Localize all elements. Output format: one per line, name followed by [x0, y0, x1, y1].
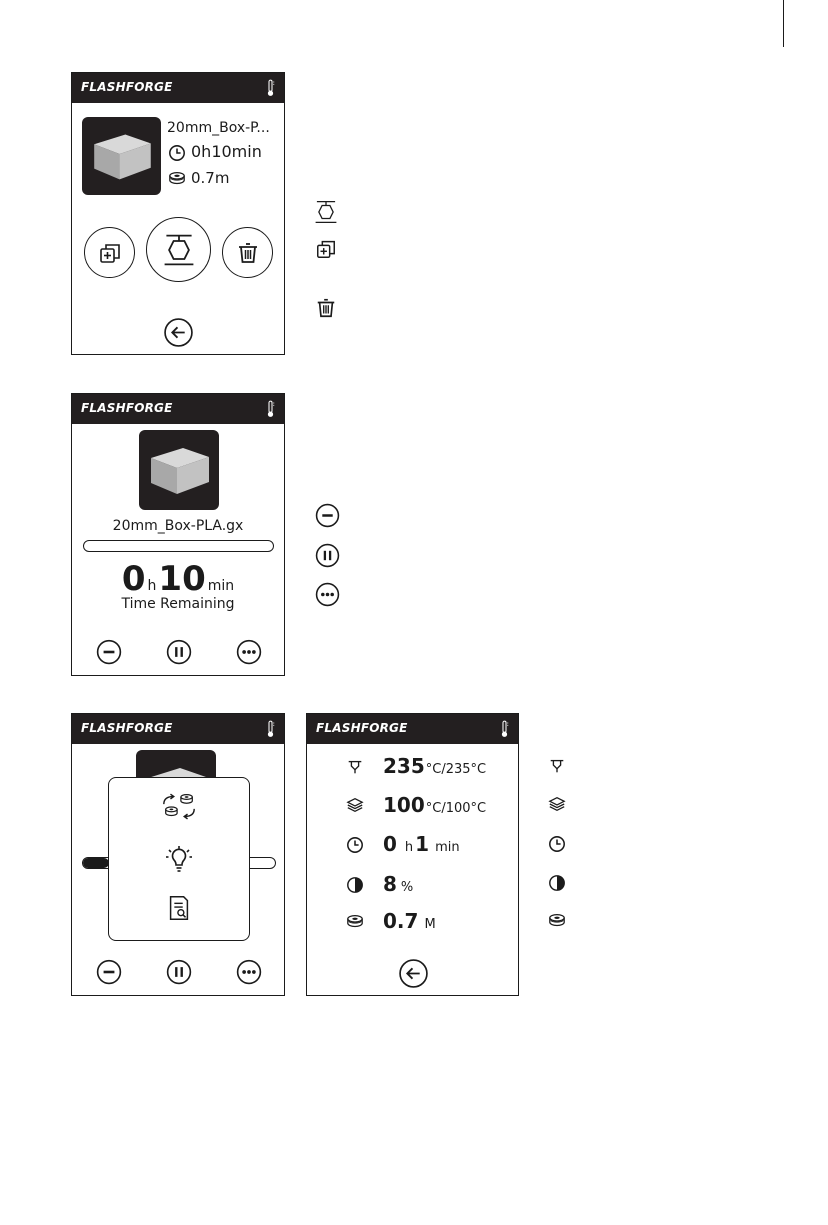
status-bar	[72, 394, 284, 424]
print-nozzle-icon	[161, 232, 197, 268]
filament-used	[383, 909, 436, 933]
print-status-screen	[306, 713, 519, 996]
nozzle-temp-unit: °C/235°C	[425, 762, 487, 777]
hours-unit: h	[147, 578, 157, 594]
nozzle-temperature	[383, 754, 486, 778]
light-bulb-icon[interactable]	[164, 844, 194, 874]
more-icon[interactable]	[236, 959, 262, 985]
filament-length: 0.7m	[191, 169, 230, 187]
print-nozzle-icon	[313, 199, 339, 225]
brand-logo: FLASHFORGE	[81, 401, 173, 415]
thermometer-icon[interactable]	[500, 719, 509, 739]
brand-logo: FLASHFORGE	[81, 80, 173, 94]
bed-temp-unit: °C/100°C	[425, 801, 487, 816]
brand-logo: FLASHFORGE	[316, 721, 408, 735]
clock-icon	[168, 144, 186, 162]
brand-logo: FLASHFORGE	[81, 721, 173, 735]
copy-to-local-icon	[315, 238, 337, 260]
printing-screen	[71, 393, 285, 676]
bed-temperature	[383, 793, 486, 817]
model-thumbnail	[82, 117, 161, 195]
copy-to-local-icon	[98, 241, 122, 265]
pause-icon	[315, 543, 340, 568]
stop-icon	[315, 503, 340, 528]
print-progress-fill	[83, 858, 109, 868]
nozzle-temp-icon	[346, 758, 364, 776]
nozzle-temp-icon	[548, 757, 566, 775]
status-bar	[307, 714, 518, 744]
status-bar	[72, 714, 284, 744]
thermometer-icon[interactable]	[266, 78, 275, 98]
bed-layers-icon	[548, 795, 566, 813]
elapsed-minutes-unit: min	[435, 840, 460, 855]
copy-to-local-button[interactable]	[84, 227, 135, 278]
minutes-value: 10	[158, 559, 206, 599]
elapsed-hours-unit: h	[404, 840, 414, 855]
pause-icon[interactable]	[166, 639, 192, 665]
thermometer-icon[interactable]	[266, 719, 275, 739]
clock-icon	[548, 835, 566, 853]
filament-spool-icon	[346, 914, 364, 929]
stop-icon[interactable]	[96, 639, 122, 665]
back-arrow-icon[interactable]	[163, 317, 194, 348]
stop-icon[interactable]	[96, 959, 122, 985]
progress-value: 8	[383, 872, 397, 896]
filament-unit: M	[424, 917, 436, 932]
clock-icon	[346, 836, 364, 854]
time-remaining-display	[72, 559, 284, 599]
log-icon[interactable]	[165, 894, 193, 922]
print-time: 0h10min	[191, 142, 262, 161]
elapsed-minutes: 1	[415, 832, 430, 856]
filament-spool-icon	[548, 913, 566, 928]
model-thumbnail	[139, 430, 219, 510]
nozzle-temp-value: 235	[383, 754, 425, 778]
back-arrow-icon[interactable]	[398, 958, 429, 989]
file-detail-screen	[71, 72, 285, 355]
trash-icon	[315, 296, 337, 320]
thermometer-icon[interactable]	[266, 399, 275, 419]
filament-value: 0.7	[383, 909, 419, 933]
print-progress-bar	[83, 540, 274, 552]
more-menu-screen	[71, 713, 285, 996]
hours-value: 0	[121, 559, 146, 599]
more-icon[interactable]	[236, 639, 262, 665]
margin-rule	[783, 0, 784, 47]
more-icon	[315, 582, 340, 607]
trash-icon	[236, 241, 260, 265]
bed-layers-icon	[346, 796, 364, 814]
progress-pie-icon	[346, 876, 364, 894]
progress-pie-icon	[548, 874, 566, 892]
file-name: 20mm_Box-P...	[167, 120, 270, 136]
delete-file-button[interactable]	[222, 227, 273, 278]
filament-spool-icon	[168, 171, 186, 186]
start-print-button[interactable]	[146, 217, 211, 282]
print-progress	[383, 872, 413, 896]
progress-unit: %	[400, 880, 414, 895]
bed-temp-value: 100	[383, 793, 425, 817]
more-menu-popup	[108, 777, 250, 941]
elapsed-hours: 0	[383, 832, 397, 856]
status-bar	[72, 73, 284, 103]
elapsed-time	[383, 832, 460, 856]
minutes-unit: min	[207, 578, 235, 594]
time-remaining-caption: Time Remaining	[121, 596, 235, 612]
pause-icon[interactable]	[166, 959, 192, 985]
change-filament-icon[interactable]	[160, 792, 198, 822]
file-name: 20mm_Box-PLA.gx	[112, 518, 244, 534]
